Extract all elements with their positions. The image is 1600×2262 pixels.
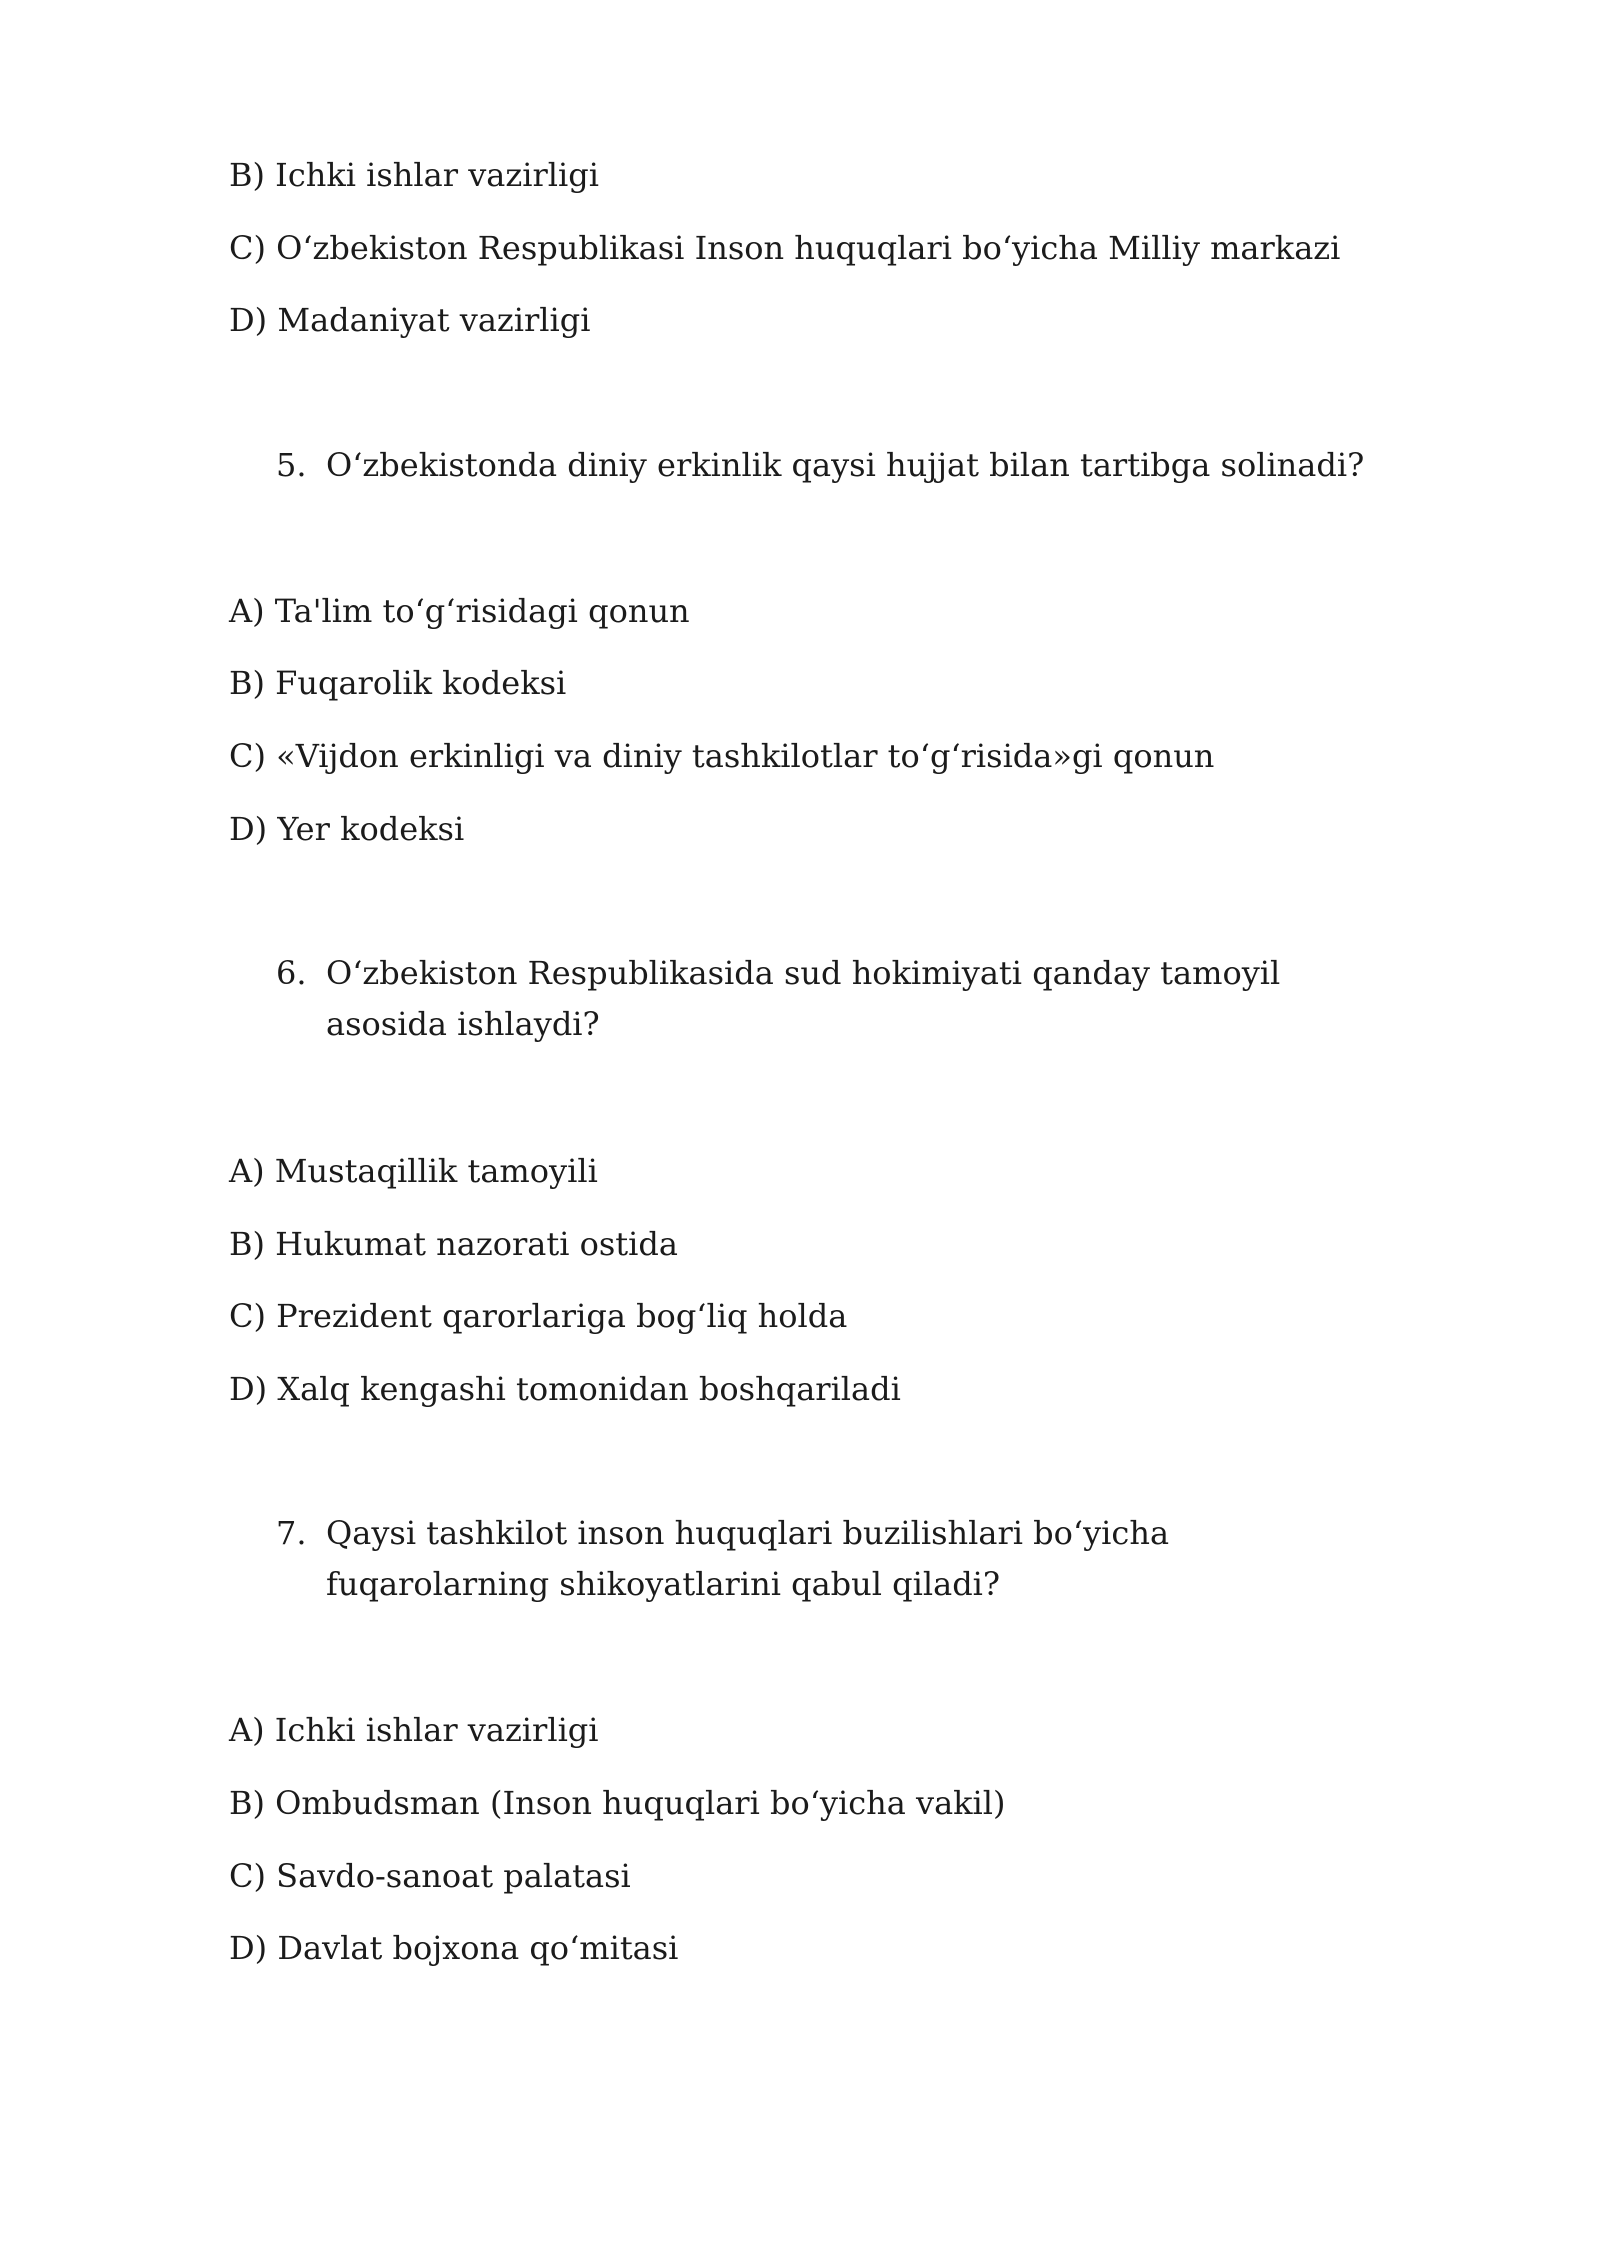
answer-option: D) Madaniyat vazirligi bbox=[229, 301, 591, 339]
question-5 bbox=[276, 440, 1386, 491]
answer-option: C) Savdo-sanoat palatasi bbox=[229, 1857, 631, 1895]
answer-option: A) Mustaqillik tamoyili bbox=[229, 1152, 598, 1190]
answer-option: D) Xalq kengashi tomonidan boshqariladi bbox=[229, 1370, 901, 1408]
question-6 bbox=[276, 948, 1386, 1050]
question-text: Qaysi tashkilot inson huquqlari buzilishlari bo‘yicha fuqarolarning shikoyatlarini qabul qiladi? bbox=[326, 1514, 1170, 1603]
answer-option: B) Fuqarolik kodeksi bbox=[229, 664, 567, 702]
answer-option: D) Davlat bojxona qo‘mitasi bbox=[229, 1929, 679, 1967]
answer-option: A) Ta'lim to‘g‘risidagi qonun bbox=[229, 592, 690, 630]
answer-option: D) Yer kodeksi bbox=[229, 810, 465, 848]
question-text: O‘zbekistonda diniy erkinlik qaysi hujjat bilan tartibga solinadi? bbox=[326, 446, 1365, 484]
question-number: 7. bbox=[276, 1514, 307, 1552]
question-7 bbox=[276, 1508, 1386, 1610]
answer-option: C) «Vijdon erkinligi va diniy tashkilotlar to‘g‘risida»gi qonun bbox=[229, 737, 1215, 775]
question-number: 5. bbox=[276, 446, 307, 484]
answer-option: B) Hukumat nazorati ostida bbox=[229, 1225, 678, 1263]
answer-option: B) Ichki ishlar vazirligi bbox=[229, 156, 599, 194]
answer-option: A) Ichki ishlar vazirligi bbox=[229, 1711, 599, 1749]
answer-option: C) Prezident qarorlariga bog‘liq holda bbox=[229, 1297, 848, 1335]
answer-option: B) Ombudsman (Inson huquqlari bo‘yicha vakil) bbox=[229, 1784, 1006, 1822]
question-number: 6. bbox=[276, 954, 307, 992]
answer-option: C) O‘zbekiston Respublikasi Inson huquqlari bo‘yicha Milliy markazi bbox=[229, 229, 1341, 267]
question-text: O‘zbekiston Respublikasida sud hokimiyati qanday tamoyil asosida ishlaydi? bbox=[326, 954, 1281, 1043]
